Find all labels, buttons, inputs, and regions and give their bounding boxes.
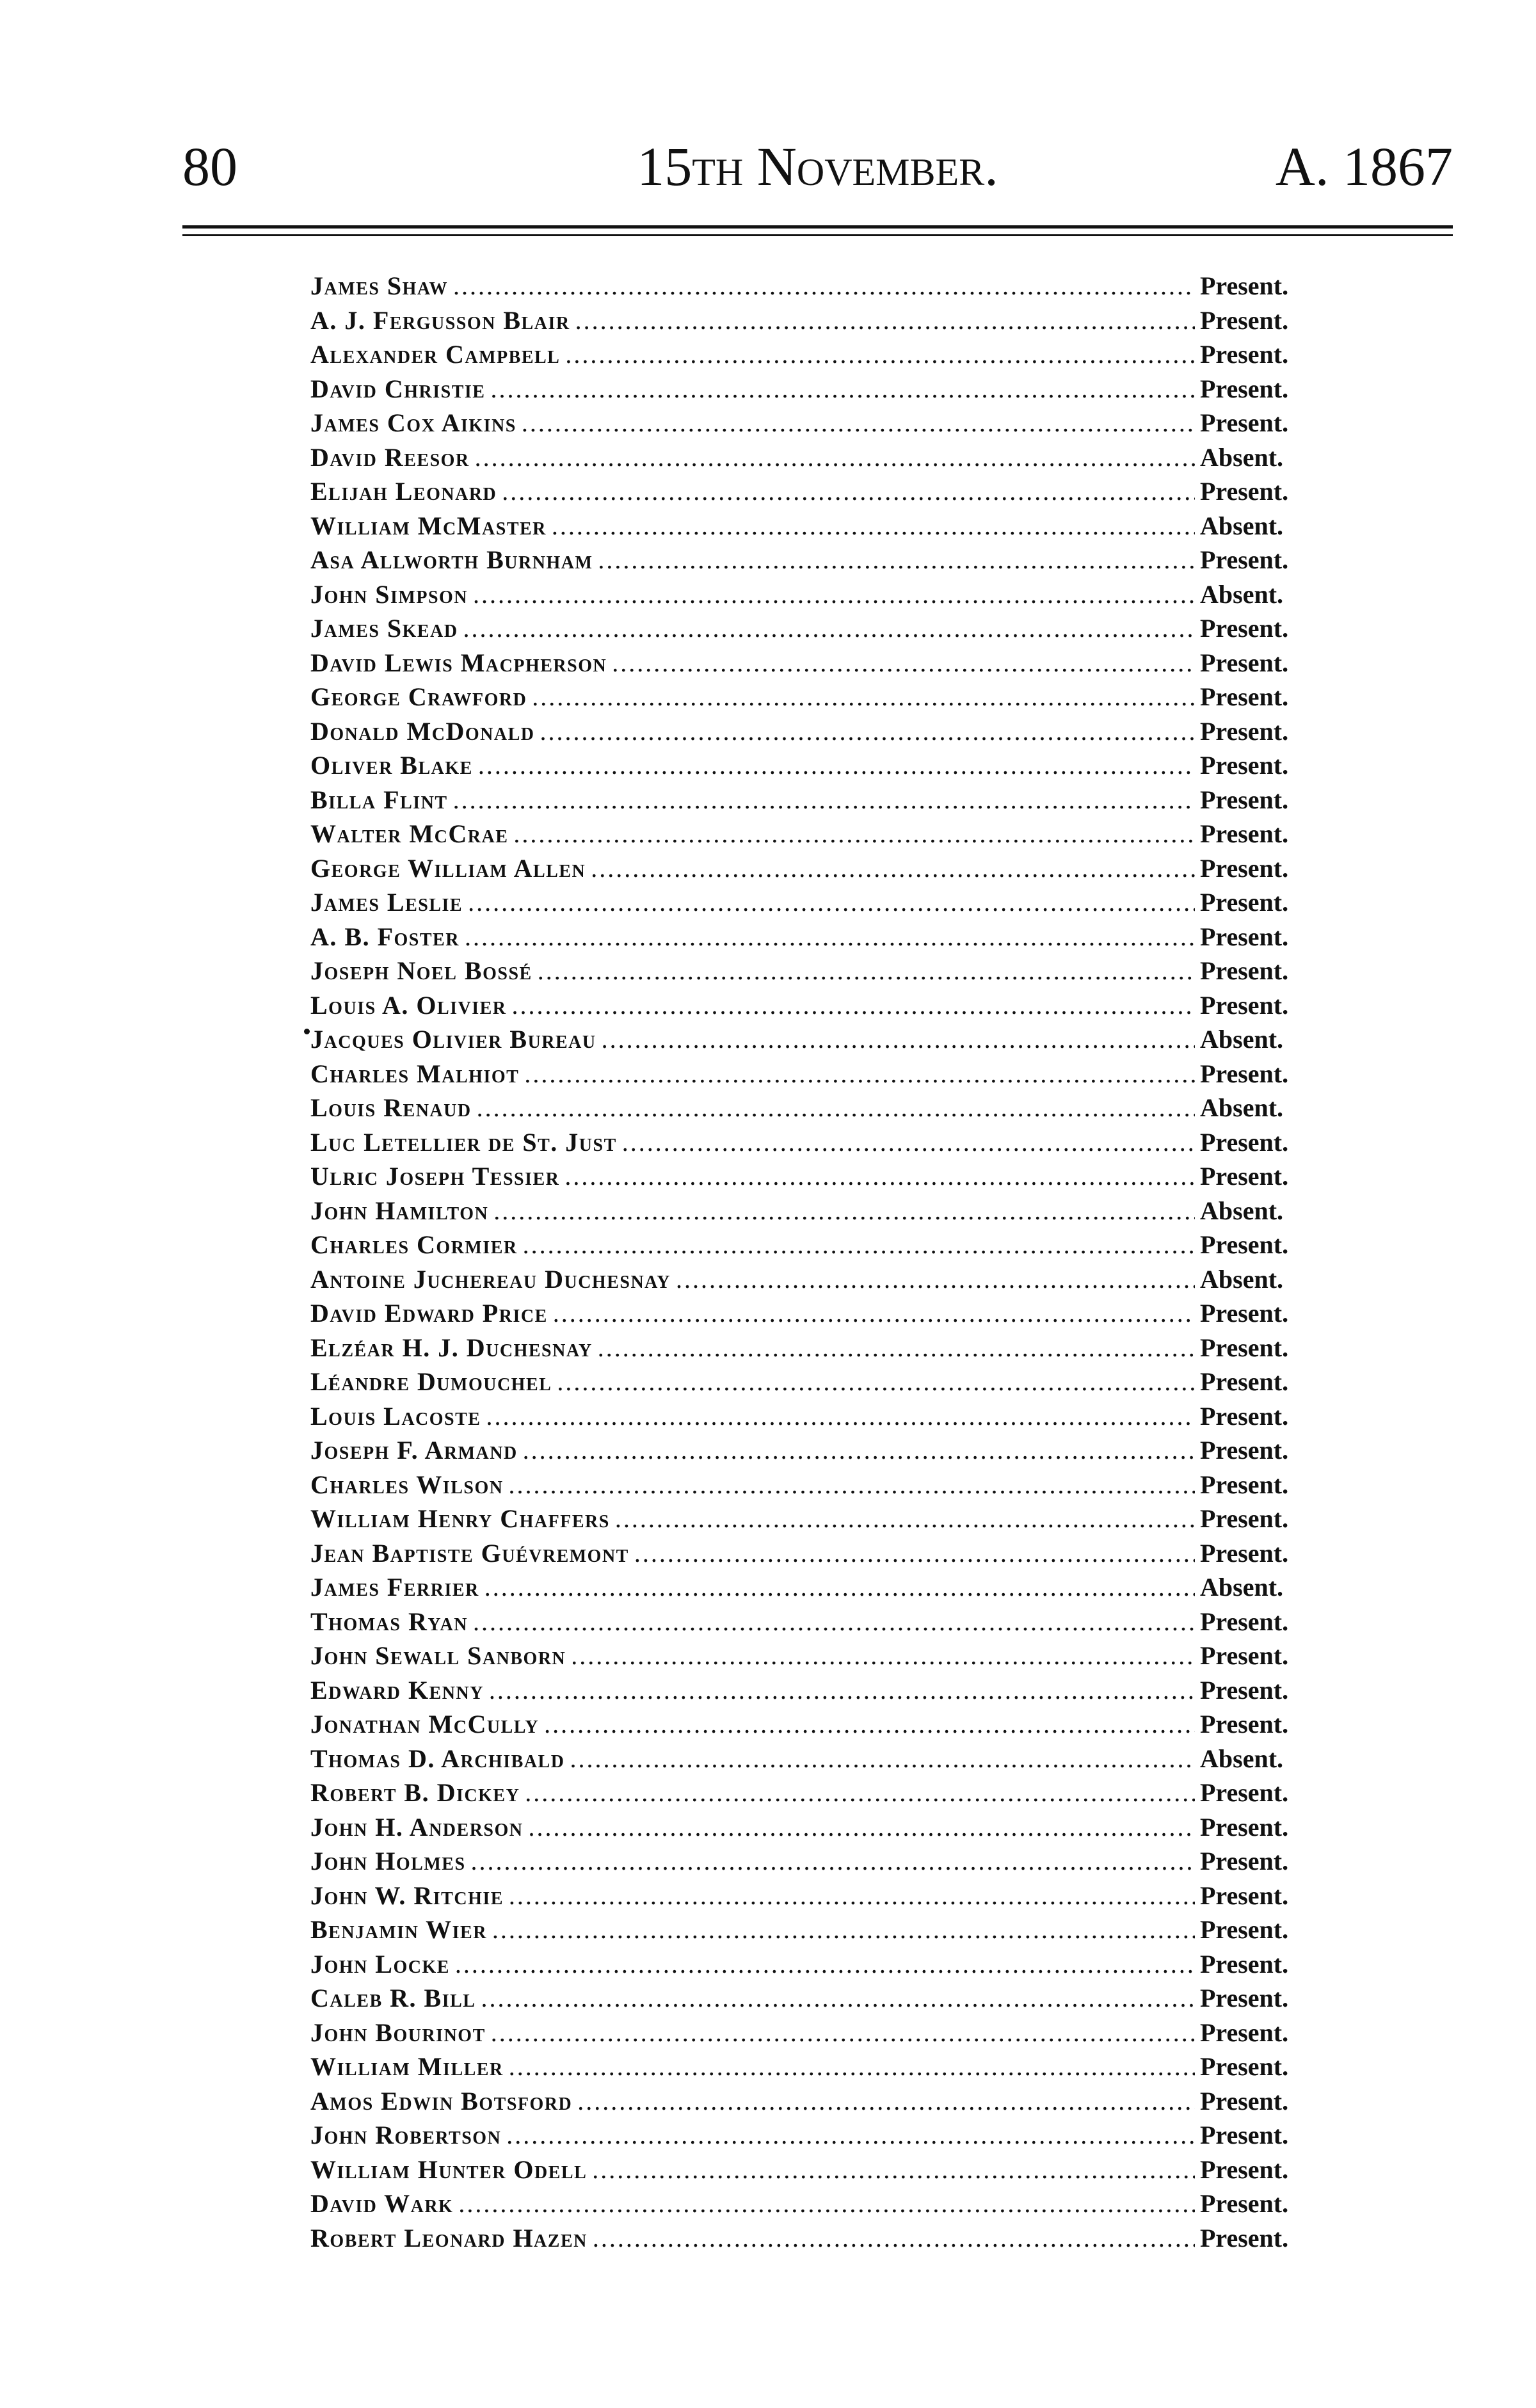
attendance-status: Present. [1200,751,1289,780]
member-name: William Miller [310,2052,504,2081]
dot-leader [602,1022,1195,1057]
list-item [310,406,1322,440]
member-name: John Sewall Sanborn [310,1641,566,1670]
attendance-status: Present. [1200,1504,1289,1533]
list-item [310,748,1322,783]
member-name: Amos Edwin Botsford [310,2086,573,2115]
dot-leader [473,1605,1195,1639]
member-name: David Christie [310,374,486,403]
dot-leader [455,1947,1195,1982]
member-name: James Ferrier [310,1573,479,1601]
member-name: Edward Kenny [310,1675,484,1705]
dot-leader [540,714,1195,749]
list-item [310,372,1322,406]
attendance-status: Present. [1200,648,1289,677]
dot-leader [489,1673,1195,1708]
dot-leader [523,1228,1195,1262]
attendance-status: Present. [1200,1059,1289,1088]
member-name: Walter McCrae [310,819,509,848]
header-date: 15th November. [637,136,998,197]
list-item [310,680,1322,714]
dot-leader [612,646,1195,680]
dot-leader [557,1365,1195,1399]
list-item [310,920,1322,954]
dot-leader [522,406,1195,440]
attendance-status: Present. [1200,1675,1289,1705]
header-rule [182,234,1453,236]
member-name: James Leslie [310,888,463,917]
dot-leader [453,269,1195,303]
attendance-status: Present. [1200,785,1289,814]
attendance-status: Absent. [1200,442,1284,472]
member-name: Antoine Juchereau Duchesnay [310,1264,671,1294]
member-name: Charles Cormier [310,1230,518,1259]
list-item [310,1947,1322,1982]
attendance-status: Present. [1200,1984,1289,2012]
dot-leader [525,1776,1195,1810]
dot-leader [481,1981,1195,2016]
list-item [310,1536,1322,1571]
attendance-status: Absent. [1200,1744,1284,1773]
member-name: James Cox Aikins [310,408,516,437]
list-item [310,1673,1322,1708]
dot-leader [538,954,1195,988]
list-item [310,2050,1322,2084]
member-name: John H. Anderson [310,1812,524,1842]
list-item [310,988,1322,1023]
dot-leader [577,2084,1195,2119]
list-item [310,1331,1322,1365]
attendance-status: Present. [1200,2086,1289,2115]
attendance-status: Absent. [1200,1093,1284,1122]
list-item [310,2187,1322,2221]
list-item [310,1502,1322,1536]
list-item [310,783,1322,817]
member-name: David Wark [310,2189,454,2218]
attendance-status: Present. [1200,1641,1289,1670]
list-item [310,1228,1322,1262]
member-name: Jean Baptiste Guévremont [310,1538,629,1568]
list-item [310,269,1322,303]
attendance-status: Present. [1200,1915,1289,1944]
dot-leader [544,1707,1195,1742]
attendance-status: Present. [1200,1162,1289,1191]
list-item [310,1981,1322,2016]
dot-leader [615,1502,1195,1536]
member-name: George William Allen [310,853,586,883]
attendance-status: Present. [1200,1881,1289,1910]
attendance-status: Present. [1200,1710,1289,1738]
attendance-status: Present. [1200,2223,1289,2252]
member-name: Jacques Olivier Bureau [310,1025,596,1054]
attendance-status: Present. [1200,408,1289,437]
member-name: John Locke [310,1949,450,1979]
attendance-status: Absent. [1200,1573,1284,1601]
member-name: A. J. Fergusson Blair [310,305,570,335]
dot-leader [471,1844,1195,1879]
member-name: David Edward Price [310,1299,548,1328]
member-name: John Bourinot [310,2018,486,2047]
attendance-status: Present. [1200,1230,1289,1259]
member-name: A. B. Foster [310,922,460,951]
attendance-status: Present. [1200,340,1289,369]
dot-leader [571,1639,1195,1673]
list-item [310,337,1322,372]
dot-leader [553,1296,1195,1331]
list-item [310,1022,1322,1057]
attendance-status: Present. [1200,1333,1289,1362]
member-name: John Robertson [310,2121,502,2149]
dot-leader [465,920,1195,954]
member-name: William McMaster [310,511,547,540]
dot-leader [484,1570,1195,1605]
dot-leader [490,372,1195,406]
attendance-status: Present. [1200,2189,1289,2218]
attendance-status: Present. [1200,819,1289,848]
member-name: Louis Renaud [310,1093,472,1122]
attendance-status: Present. [1200,1778,1289,1807]
list-item [310,954,1322,988]
attendance-status: Absent. [1200,1264,1284,1294]
dot-leader [502,474,1195,509]
list-item [310,2118,1322,2153]
member-name: William Henry Chaffers [310,1504,610,1533]
list-item [310,474,1322,509]
member-name: David Lewis Macpherson [310,648,607,677]
dot-leader [475,440,1195,475]
dot-leader [676,1262,1195,1297]
member-name: William Hunter Odell [310,2155,588,2184]
dot-leader [513,817,1195,851]
list-item [310,1399,1322,1434]
dot-leader [506,2118,1195,2153]
attendance-status: Present. [1200,374,1289,403]
attendance-status: Present. [1200,1299,1289,1328]
attendance-status: Present. [1200,682,1289,711]
attendance-status: Present. [1200,990,1289,1020]
dot-leader [570,1742,1195,1776]
list-item [310,440,1322,475]
list-item [310,1365,1322,1399]
member-name: John Hamilton [310,1196,489,1225]
member-name: David Reesor [310,442,470,472]
list-item [310,1296,1322,1331]
list-item [310,1125,1322,1160]
dot-leader [453,783,1195,817]
list-item [310,1468,1322,1502]
list-item [310,1091,1322,1125]
attendance-status: Present. [1200,1127,1289,1157]
dot-leader [598,543,1195,577]
header-year: A. 1867 [1275,136,1453,197]
list-item [310,714,1322,749]
dot-leader [463,611,1195,646]
dot-leader [523,1433,1195,1468]
dot-leader [598,1331,1195,1365]
list-item [310,1433,1322,1468]
attendance-status: Present. [1200,888,1289,917]
attendance-status: Present. [1200,1949,1289,1979]
member-name: John Holmes [310,1847,466,1875]
attendance-status: Present. [1200,853,1289,883]
attendance-status: Present. [1200,1470,1289,1499]
page-header [182,128,1453,205]
member-name: Léandre Dumouchel [310,1367,552,1396]
list-item [310,817,1322,851]
member-name: James Shaw [310,271,449,300]
attendance-status: Present. [1200,2052,1289,2081]
member-name: Elijah Leonard [310,477,497,506]
list-item [310,303,1322,338]
list-item [310,2084,1322,2119]
member-name: Ulric Joseph Tessier [310,1162,560,1191]
dot-leader [458,2187,1195,2221]
member-name: Oliver Blake [310,751,473,780]
list-item [310,1707,1322,1742]
list-item [310,2221,1322,2256]
attendance-status: Absent. [1200,579,1284,609]
list-item [310,1057,1322,1091]
member-name: John W. Ritchie [310,1881,504,1910]
dot-leader [622,1125,1195,1160]
list-item [310,1913,1322,1947]
dot-leader [575,303,1195,338]
header-rule [182,225,1453,229]
list-item [310,1605,1322,1639]
list-item [310,646,1322,680]
list-item [310,885,1322,920]
dot-leader [492,1913,1195,1947]
list-item [310,1879,1322,1913]
dot-leader [564,1159,1195,1194]
dot-leader [468,885,1195,920]
list-item [310,543,1322,577]
attendance-status: Present. [1200,1847,1289,1875]
list-item [310,611,1322,646]
list-item [310,1639,1322,1673]
margin-dot-mark [304,1029,310,1034]
attendance-status: Present. [1200,271,1289,300]
attendance-status: Absent. [1200,511,1284,540]
roll-call-list [310,269,1322,2255]
attendance-status: Present. [1200,545,1289,574]
list-item [310,851,1322,886]
attendance-status: Present. [1200,922,1289,951]
dot-leader [524,1057,1195,1091]
dot-leader [486,1399,1195,1434]
list-item [310,1194,1322,1228]
page-number: 80 [182,136,237,197]
member-name: Thomas D. Archibald [310,1744,565,1773]
attendance-status: Present. [1200,1607,1289,1636]
member-name: Elzéar H. J. Duchesnay [310,1333,593,1362]
dot-leader [565,337,1195,372]
dot-leader [509,1879,1195,1913]
member-name: James Skead [310,614,458,643]
dot-leader [512,988,1195,1023]
dot-leader [552,509,1195,543]
member-name: Jonathan McCully [310,1710,540,1738]
list-item [310,509,1322,543]
member-name: Joseph Noel Bossé [310,956,532,985]
attendance-status: Present. [1200,477,1289,506]
member-name: Asa Allworth Burnham [310,545,593,574]
member-name: Louis A. Olivier [310,990,507,1020]
attendance-status: Present. [1200,2018,1289,2047]
attendance-status: Present. [1200,614,1289,643]
list-item [310,1159,1322,1194]
attendance-status: Present. [1200,305,1289,335]
member-name: Charles Wilson [310,1470,504,1499]
attendance-status: Present. [1200,1436,1289,1465]
member-name: Thomas Ryan [310,1607,468,1636]
attendance-status: Present. [1200,2121,1289,2149]
list-item [310,1844,1322,1879]
member-name: Billa Flint [310,785,448,814]
list-item [310,2016,1322,2050]
dot-leader [477,1091,1195,1125]
attendance-status: Absent. [1200,1196,1284,1225]
member-name: Louis Lacoste [310,1401,481,1431]
attendance-status: Present. [1200,1538,1289,1568]
attendance-status: Present. [1200,1812,1289,1842]
member-name: Donald McDonald [310,716,535,746]
attendance-status: Present. [1200,1401,1289,1431]
dot-leader [591,851,1195,886]
dot-leader [532,680,1195,714]
dot-leader [508,1468,1195,1502]
list-item [310,1570,1322,1605]
member-name: John Simpson [310,579,468,609]
member-name: Benjamin Wier [310,1915,487,1944]
list-item [310,1742,1322,1776]
list-item [310,1776,1322,1810]
attendance-status: Present. [1200,2155,1289,2184]
attendance-status: Present. [1200,956,1289,985]
dot-leader [493,1194,1195,1228]
dot-leader [593,2221,1195,2256]
attendance-status: Present. [1200,716,1289,746]
dot-leader [634,1536,1195,1571]
attendance-status: Present. [1200,1367,1289,1396]
list-item [310,577,1322,612]
member-name: Caleb R. Bill [310,1984,476,2012]
dot-leader [528,1810,1195,1845]
member-name: Robert B. Dickey [310,1778,520,1807]
member-name: George Crawford [310,682,527,711]
dot-leader [491,2016,1195,2050]
dot-leader [478,748,1195,783]
member-name: Joseph F. Armand [310,1436,518,1465]
dot-leader [509,2050,1195,2084]
member-name: Alexander Campbell [310,340,561,369]
member-name: Robert Leonard Hazen [310,2223,588,2252]
dot-leader [592,2153,1195,2187]
dot-leader [473,577,1195,612]
member-name: Charles Malhiot [310,1059,520,1088]
list-item [310,1262,1322,1297]
list-item [310,1810,1322,1845]
attendance-status: Absent. [1200,1025,1284,1054]
member-name: Luc Letellier de St. Just [310,1127,617,1157]
list-item [310,2153,1322,2187]
